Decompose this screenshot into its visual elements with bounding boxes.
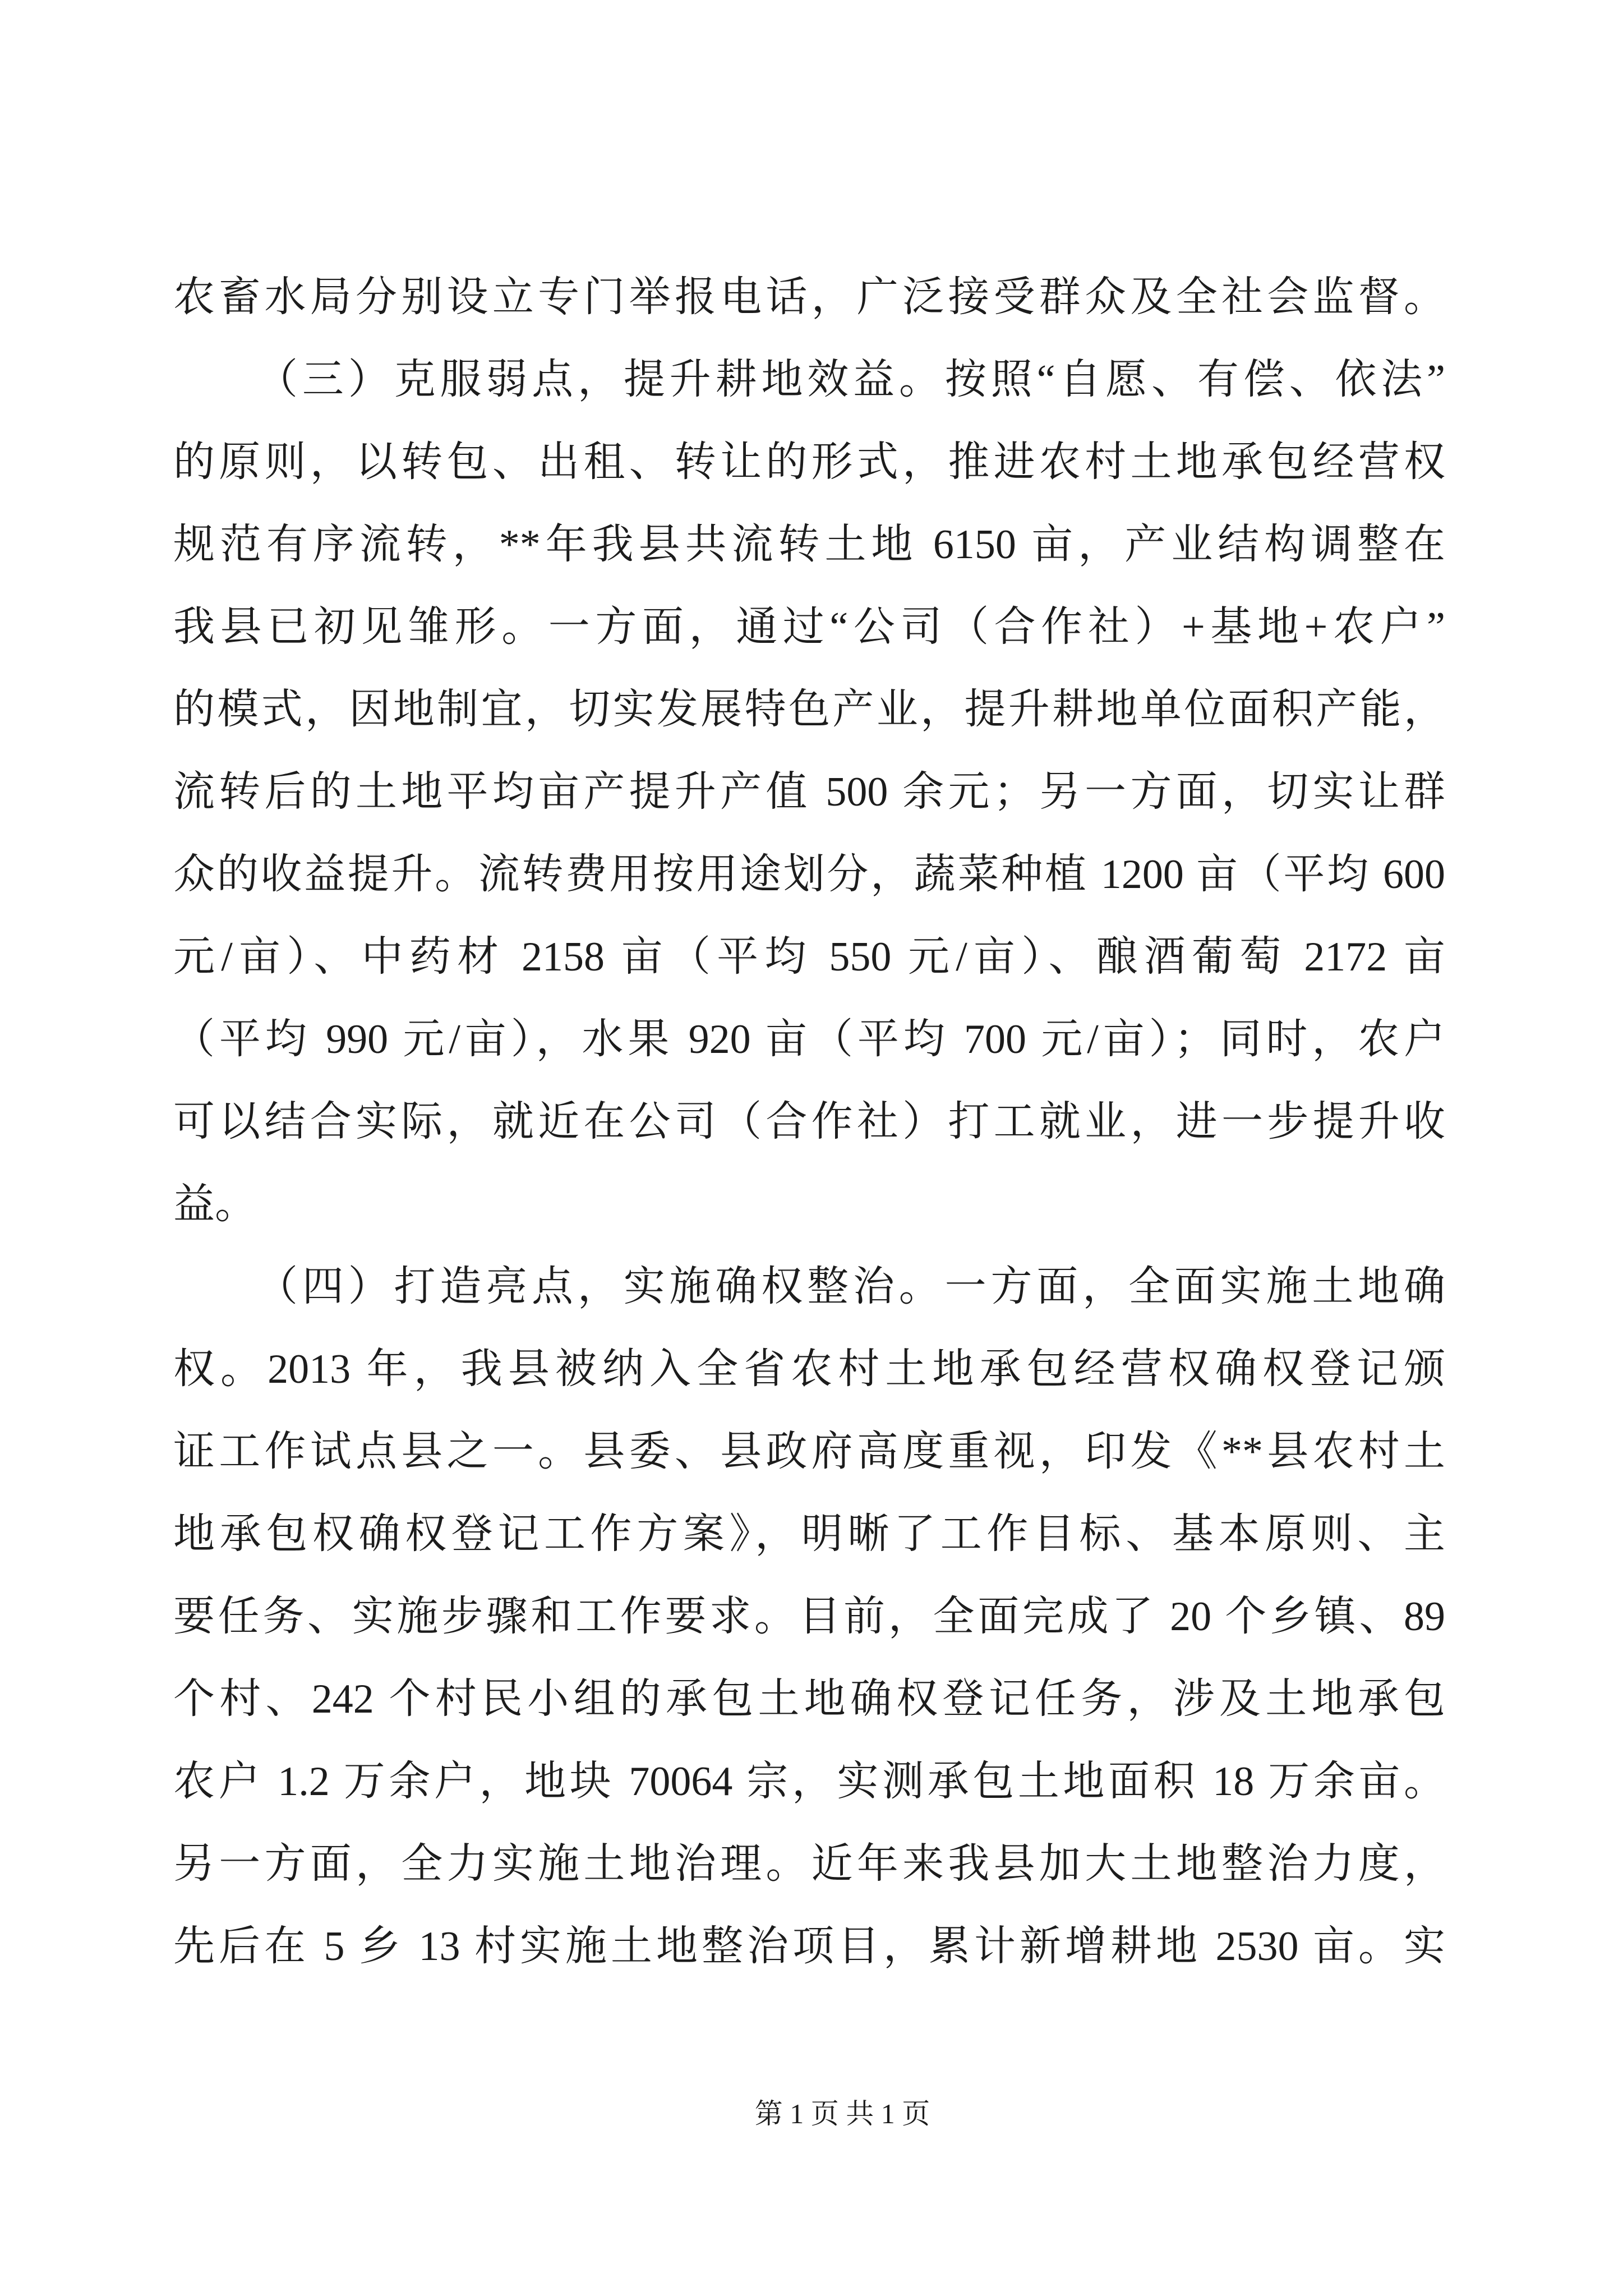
text-line: 众的收益提升。流转费用按用途划分，蔬菜种植 1200 亩（平均 600	[173, 852, 1445, 898]
text-line: 个村、242 个村民小组的承包土地确权登记任务，涉及土地承包	[173, 1676, 1445, 1722]
text-line: （三）克服弱点，提升耕地效益。按照“自愿、有偿、依法”	[256, 357, 1445, 403]
text-line: 农畜水局分别设立专门举报电话，广泛接受群众及全社会监督。	[173, 274, 1445, 320]
paragraph	[173, 339, 1445, 1246]
text-line: 地承包权确权登记工作方案》，明晰了工作目标、基本原则、主	[173, 1511, 1445, 1557]
text-line: 农户 1.2 万余户，地块 70064 宗，实测承包土地面积 18 万余亩。	[173, 1759, 1445, 1805]
text-line: 证工作试点县之一。县委、县政府高度重视，印发《**县农村土	[173, 1429, 1445, 1475]
text-line: 先后在 5 乡 13 村实施土地整治项目，累计新增耕地 2530 亩。实	[173, 1924, 1445, 1970]
text-line: （平均 990 元/亩），水果 920 亩（平均 700 元/亩）；同时，农户	[173, 1016, 1445, 1062]
text-line: 可以结合实际，就近在公司（合作社）打工就业，进一步提升收	[173, 1099, 1445, 1145]
paragraph	[173, 1246, 1445, 1988]
text-line: 规范有序流转，**年我县共流转土地 6150 亩，产业结构调整在	[173, 522, 1445, 568]
text-line: 流转后的土地平均亩产提升产值 500 余元；另一方面，切实让群	[173, 769, 1445, 815]
paragraph	[173, 256, 1445, 339]
page-footer: 第 1 页 共 1 页	[754, 2098, 930, 2129]
text-line: 益。	[173, 1181, 256, 1227]
text-line: 要任务、实施步骤和工作要求。目前，全面完成了 20 个乡镇、89	[173, 1594, 1445, 1640]
document-body	[173, 256, 1445, 1988]
text-line: 另一方面，全力实施土地治理。近年来我县加大土地整治力度，	[173, 1841, 1445, 1887]
text-line: 的模式，因地制宜，切实发展特色产业，提升耕地单位面积产能，	[173, 687, 1445, 733]
text-line: 权。2013 年，我县被纳入全省农村土地承包经营权确权登记颁	[173, 1346, 1445, 1392]
text-line: 的原则，以转包、出租、转让的形式，推进农村土地承包经营权	[173, 439, 1445, 485]
text-line: 我县已初见雏形。一方面，通过“公司（合作社）+基地+农户”	[173, 604, 1445, 650]
text-line: （四）打造亮点，实施确权整治。一方面，全面实施土地确	[256, 1264, 1445, 1310]
text-line: 元/亩）、中药材 2158 亩（平均 550 元/亩）、酿酒葡萄 2172 亩	[173, 934, 1445, 980]
